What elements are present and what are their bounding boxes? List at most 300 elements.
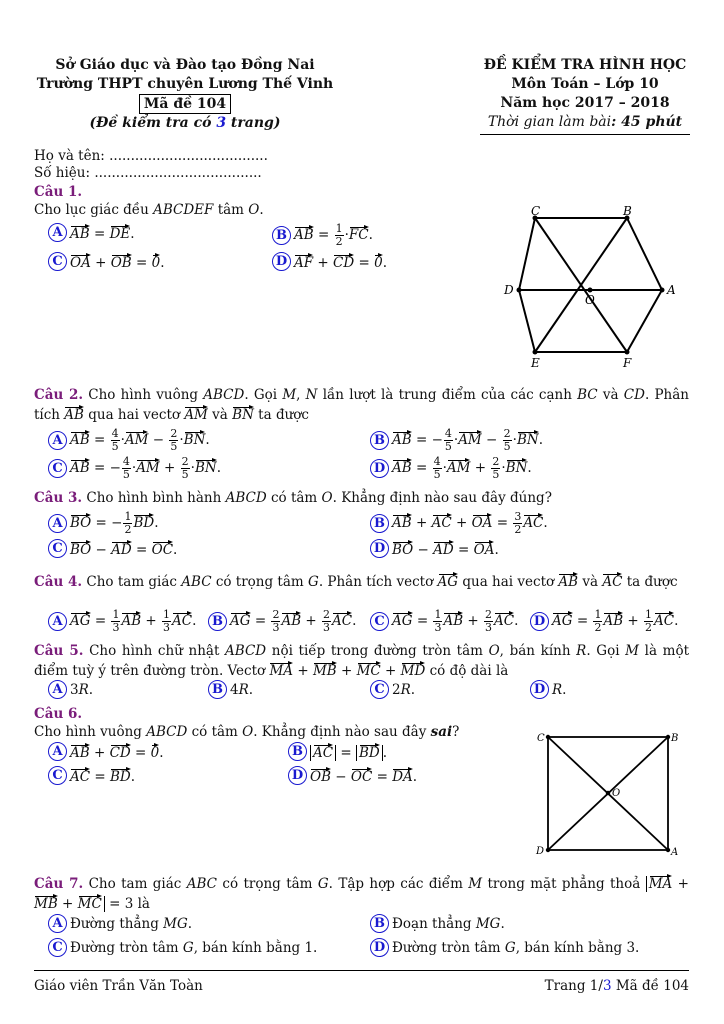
option-badge[interactable]: A xyxy=(48,742,67,761)
math-symbol: CD xyxy=(623,387,645,403)
vector: OC xyxy=(351,766,372,784)
text: Cho hình vuông xyxy=(83,387,204,403)
vector: AG xyxy=(70,610,91,628)
numerator: 1 xyxy=(335,222,343,235)
text: · xyxy=(179,432,184,448)
text: . xyxy=(494,542,499,558)
option-badge[interactable]: C xyxy=(48,938,67,957)
text: + xyxy=(451,515,472,531)
question-text xyxy=(34,642,689,680)
vector: AG xyxy=(230,610,251,628)
option-badge[interactable]: B xyxy=(370,431,389,450)
option-badge[interactable]: D xyxy=(272,252,291,271)
text: và xyxy=(207,407,233,423)
denominator: 5 xyxy=(503,440,511,453)
math-symbol: ABCDEF xyxy=(153,202,214,218)
text: . Phân tích xyxy=(34,387,689,423)
header-left xyxy=(30,56,340,133)
text: . xyxy=(248,681,254,698)
math-symbol: ABC xyxy=(186,876,217,892)
vector: AF xyxy=(294,252,313,270)
numerator: 4 xyxy=(444,427,452,440)
option-a[interactable] xyxy=(48,609,196,634)
vector: AG xyxy=(438,571,459,589)
text: . xyxy=(368,227,373,243)
option-badge[interactable]: D xyxy=(288,766,307,785)
hexagon-figure xyxy=(495,205,695,375)
vector: AB xyxy=(392,512,412,530)
option-d[interactable] xyxy=(530,609,678,634)
option-d[interactable] xyxy=(272,252,387,271)
text: là một điểm tuỳ ý trên đường tròn. Vectơ xyxy=(34,643,689,679)
text: tâm xyxy=(213,202,249,218)
denominator: 3 xyxy=(434,621,442,634)
option-a[interactable] xyxy=(48,914,192,933)
text: Đoạn thẳng xyxy=(392,915,476,932)
vector: OA xyxy=(472,512,493,530)
text: . xyxy=(205,432,210,448)
label-O: O xyxy=(585,293,595,307)
text: . xyxy=(410,681,416,698)
vector: AC xyxy=(432,512,452,530)
numerator: 2 xyxy=(323,608,331,621)
denominator: 3 xyxy=(272,621,280,634)
option-badge[interactable]: A xyxy=(48,680,67,699)
text: . xyxy=(154,515,159,531)
option-b[interactable] xyxy=(208,609,356,634)
vector: AB xyxy=(70,457,90,475)
option-content xyxy=(70,511,159,536)
emphasis: sai xyxy=(430,724,453,740)
option-badge[interactable]: C xyxy=(48,539,67,558)
option-badge[interactable]: C xyxy=(370,612,389,631)
option-badge[interactable]: A xyxy=(48,223,67,242)
fraction xyxy=(503,428,512,453)
math-symbol: G xyxy=(308,574,319,590)
option-badge[interactable]: C xyxy=(370,680,389,699)
vector: 0 xyxy=(151,742,160,760)
text: = − xyxy=(91,515,123,531)
page-count-note: (Đề kiểm tra có 3 trang) xyxy=(89,115,281,131)
text: ta được xyxy=(253,407,309,423)
option-c[interactable] xyxy=(48,252,165,271)
text: Cho lục giác đều xyxy=(34,202,154,218)
option-a[interactable] xyxy=(48,511,159,536)
text: Đường thẳng xyxy=(70,915,164,932)
text: . xyxy=(192,613,197,629)
text: Đường tròn tâm xyxy=(392,939,505,956)
math-symbol: M xyxy=(625,643,639,659)
option-c[interactable] xyxy=(48,539,177,558)
absolute-value xyxy=(356,745,383,761)
text: = xyxy=(492,515,513,531)
option-b[interactable] xyxy=(370,914,505,933)
vector: AB xyxy=(70,742,90,760)
denominator: 2 xyxy=(124,523,132,536)
vector: AB xyxy=(603,610,623,628)
option-d[interactable] xyxy=(370,938,639,957)
text: 4 xyxy=(230,681,239,698)
vector: FC xyxy=(349,224,369,242)
text: . xyxy=(382,745,388,761)
text: Cho tam giác xyxy=(82,574,182,590)
text: · xyxy=(512,432,517,448)
math-symbol: ABC xyxy=(181,574,212,590)
vector: BO xyxy=(70,512,91,530)
vector: DA xyxy=(392,766,413,784)
vector: MB xyxy=(34,893,58,911)
option-badge[interactable]: B xyxy=(370,914,389,933)
numerator: 4 xyxy=(111,427,119,440)
option-b[interactable] xyxy=(272,223,373,248)
text: Cho tam giác xyxy=(83,876,187,892)
math-symbol: M xyxy=(468,876,483,892)
vector: OC xyxy=(152,539,173,557)
text: . xyxy=(562,681,567,698)
option-b[interactable] xyxy=(208,680,253,699)
denominator: 2 xyxy=(514,523,522,536)
option-a[interactable] xyxy=(48,223,135,242)
text: = xyxy=(412,613,433,629)
vector: AM xyxy=(447,457,471,475)
question-label: Câu 7. xyxy=(34,876,84,892)
text: + xyxy=(57,896,78,912)
fraction xyxy=(322,609,331,634)
text: = xyxy=(354,255,375,271)
text: + xyxy=(470,460,491,476)
question-label: Câu 3. xyxy=(34,490,83,506)
vector: AC xyxy=(332,610,352,628)
vector: MC xyxy=(357,660,381,678)
option-badge[interactable]: A xyxy=(48,612,67,631)
fraction xyxy=(271,609,280,634)
numerator: 1 xyxy=(434,608,442,621)
option-content xyxy=(294,223,373,248)
square-figure xyxy=(530,728,690,863)
vector: AB xyxy=(281,610,301,628)
vector: DE xyxy=(110,223,131,241)
text: + xyxy=(301,613,322,629)
text: + xyxy=(623,613,644,629)
text: + xyxy=(313,255,334,271)
exam-code: Mã đề 104 xyxy=(139,94,231,114)
option-a[interactable] xyxy=(48,428,210,453)
text: . xyxy=(130,769,136,785)
vector: AB xyxy=(392,457,412,475)
math-symbol: M xyxy=(282,387,297,403)
option-badge[interactable]: C xyxy=(48,252,67,271)
label-O: O xyxy=(612,788,621,799)
denominator: 5 xyxy=(181,468,189,481)
school-name: Trường THPT chuyên Lương Thế Vinh xyxy=(36,76,334,92)
label-D: D xyxy=(536,846,545,857)
text: . xyxy=(412,769,418,785)
numerator: 1 xyxy=(124,510,132,523)
text: ta được xyxy=(622,574,678,590)
text: . Khẳng định nào sau đây đúng? xyxy=(332,490,552,506)
vector: AD xyxy=(433,539,454,557)
option-badge[interactable]: B xyxy=(272,226,291,245)
option-badge[interactable]: B xyxy=(288,742,307,761)
denominator: 5 xyxy=(170,440,178,453)
text: · xyxy=(442,460,447,476)
option-b[interactable] xyxy=(370,511,548,536)
label-C: C xyxy=(537,733,545,744)
vector: BD xyxy=(133,512,154,530)
text: · xyxy=(131,460,137,476)
text: . xyxy=(159,745,164,761)
vector: AB xyxy=(70,429,90,447)
vector: AC xyxy=(313,742,333,760)
vector: OB xyxy=(310,766,331,784)
math-symbol: G xyxy=(317,876,329,892)
option-badge[interactable]: A xyxy=(48,914,67,933)
text: = xyxy=(336,745,356,761)
option-content xyxy=(392,609,518,634)
option-content xyxy=(70,609,196,634)
vector: 0 xyxy=(374,252,383,270)
text: . Gọi xyxy=(244,387,283,403)
vector: MA xyxy=(269,660,293,678)
text: = − xyxy=(411,432,443,448)
option-c[interactable] xyxy=(370,609,518,634)
numerator: 2 xyxy=(181,455,189,468)
question-text xyxy=(34,489,689,507)
option-d[interactable] xyxy=(288,766,417,785)
math-symbol: MG xyxy=(475,915,501,932)
vector: OB xyxy=(111,252,132,270)
fraction xyxy=(169,428,178,453)
text: có độ dài là xyxy=(425,663,509,679)
option-content xyxy=(70,766,135,785)
option-badge[interactable]: B xyxy=(208,680,227,699)
option-badge[interactable]: D xyxy=(370,459,389,478)
vector: AB xyxy=(70,223,90,241)
text: Đường tròn tâm xyxy=(70,939,183,956)
option-content xyxy=(310,766,417,785)
text: 3 xyxy=(70,681,79,698)
fraction xyxy=(491,456,500,481)
text: + xyxy=(672,876,689,892)
text: 2 xyxy=(392,681,401,698)
header-right xyxy=(480,56,690,135)
vector: MA xyxy=(649,873,673,891)
denominator: 5 xyxy=(111,440,119,453)
option-content xyxy=(392,511,548,536)
fraction xyxy=(181,456,190,481)
text: . xyxy=(543,515,548,531)
text: lần lượt là trung điểm của các cạnh xyxy=(317,387,578,403)
numerator: 2 xyxy=(492,455,500,468)
vector: CD xyxy=(333,252,354,270)
fraction xyxy=(444,428,453,453)
text: = xyxy=(90,613,111,629)
text: trong mặt phẳng thoả xyxy=(482,876,646,892)
label-C: C xyxy=(531,205,541,218)
question-text xyxy=(34,571,689,591)
vector: AG xyxy=(392,610,413,628)
subject: Môn Toán – Lớp 10 xyxy=(511,76,659,92)
option-content xyxy=(230,609,356,634)
text: − xyxy=(331,769,351,785)
vector: BN xyxy=(517,429,539,447)
text: Cho hình vuông xyxy=(34,724,147,740)
numerator: 4 xyxy=(433,455,441,468)
option-a[interactable] xyxy=(48,742,164,761)
vector: AG xyxy=(552,610,573,628)
option-a[interactable] xyxy=(48,680,93,699)
text: · xyxy=(190,460,195,476)
math-symbol: ABCD xyxy=(203,387,245,403)
label-F: F xyxy=(623,356,632,370)
option-badge[interactable]: D xyxy=(370,938,389,957)
option-badge[interactable]: D xyxy=(530,680,549,699)
math-symbol: R xyxy=(576,643,587,659)
vector: BD xyxy=(359,742,380,760)
option-d[interactable] xyxy=(370,539,499,558)
vector: BD xyxy=(110,766,131,784)
option-b[interactable] xyxy=(288,742,387,761)
math-symbol: ABCD xyxy=(225,490,267,506)
text: + xyxy=(336,663,357,679)
text: · xyxy=(453,432,459,448)
math-symbol: G xyxy=(182,939,194,956)
vector: AC xyxy=(602,571,622,589)
option-badge[interactable]: C xyxy=(48,766,67,785)
text: + xyxy=(463,613,484,629)
text: có trọng tâm xyxy=(211,574,309,590)
text: . xyxy=(538,432,543,448)
numerator: 1 xyxy=(163,608,171,621)
vector: AB xyxy=(392,429,412,447)
label-B: B xyxy=(671,733,679,744)
fraction xyxy=(484,609,493,634)
text: + xyxy=(293,663,313,679)
question-label-row xyxy=(34,183,689,201)
option-d[interactable] xyxy=(530,680,566,699)
text: qua hai vectơ xyxy=(458,574,559,590)
fraction xyxy=(162,609,171,634)
text: = − xyxy=(89,460,121,476)
text: = xyxy=(453,542,474,558)
text: qua hai vectơ xyxy=(83,407,185,423)
math-symbol: ABCD xyxy=(225,643,267,659)
numerator: 2 xyxy=(503,427,511,440)
option-c[interactable] xyxy=(48,938,317,957)
option-c[interactable] xyxy=(370,680,415,699)
vector: AD xyxy=(111,539,132,557)
option-content xyxy=(392,539,499,558)
option-content xyxy=(552,609,678,634)
option-c[interactable] xyxy=(48,456,221,481)
text: có tâm xyxy=(266,490,322,506)
vector: BO xyxy=(392,539,413,557)
text: . xyxy=(130,226,135,242)
student-info xyxy=(34,148,268,182)
question-label: Câu 4. xyxy=(34,574,83,590)
label-A: A xyxy=(671,847,679,858)
numerator: 2 xyxy=(170,427,178,440)
option-badge[interactable]: B xyxy=(208,612,227,631)
numerator: 2 xyxy=(485,608,493,621)
option-badge[interactable]: D xyxy=(370,539,389,558)
teacher-name: Giáo viên Trần Văn Toàn xyxy=(34,978,203,994)
option-badge[interactable]: A xyxy=(48,431,67,450)
option-badge[interactable]: A xyxy=(48,514,67,533)
option-badge[interactable]: B xyxy=(370,514,389,533)
option-badge[interactable]: C xyxy=(48,459,67,478)
label-D: D xyxy=(504,283,514,297)
text: , xyxy=(296,387,306,403)
text: . xyxy=(382,255,387,271)
text: = xyxy=(131,255,152,271)
option-content xyxy=(392,940,639,956)
math-symbol: O xyxy=(321,490,333,506)
option-c[interactable] xyxy=(48,766,135,785)
numerator: 1 xyxy=(594,608,602,621)
question-label: Câu 6. xyxy=(34,706,83,722)
question-text xyxy=(34,386,689,424)
vector: AC xyxy=(654,610,674,628)
option-content xyxy=(70,223,135,242)
option-content xyxy=(70,252,165,271)
text: + xyxy=(159,460,180,476)
fraction xyxy=(335,223,344,248)
text: . xyxy=(527,460,532,476)
text: = xyxy=(89,432,110,448)
option-badge[interactable]: D xyxy=(530,612,549,631)
option-content xyxy=(552,682,566,698)
option-content xyxy=(70,456,221,481)
vector: MC xyxy=(78,893,102,911)
fraction xyxy=(433,456,442,481)
option-content xyxy=(392,456,532,481)
denominator: 2 xyxy=(594,621,602,634)
exam-title: ĐỀ KIỂM TRA HÌNH HỌC xyxy=(483,57,687,73)
school-year: Năm học 2017 – 2018 xyxy=(500,95,670,111)
text: = xyxy=(313,227,334,243)
vector: MB xyxy=(313,660,337,678)
id-field: Số hiệu: ....................................... xyxy=(34,165,262,181)
label-B: B xyxy=(623,205,632,218)
name-field: Họ và tên: ..................................... xyxy=(34,148,268,164)
question-label: Câu 1. xyxy=(34,184,83,200)
option-b[interactable] xyxy=(370,428,543,453)
text: và xyxy=(578,574,603,590)
math-symbol: ABCD xyxy=(146,724,188,740)
math-symbol: O xyxy=(242,724,254,740)
denominator: 5 xyxy=(433,468,441,481)
question-label: Câu 5. xyxy=(34,643,84,659)
option-content xyxy=(70,742,164,761)
text: + xyxy=(380,663,401,679)
text: = xyxy=(131,542,152,558)
vector: AB xyxy=(121,610,141,628)
text: · xyxy=(501,460,506,476)
option-content xyxy=(70,940,317,956)
fraction xyxy=(111,609,120,634)
text: = 3 là xyxy=(104,896,150,912)
vector: OA xyxy=(474,539,495,557)
option-content xyxy=(230,682,253,698)
option-d[interactable] xyxy=(370,456,532,481)
text: ? xyxy=(452,724,460,740)
text: + xyxy=(89,745,110,761)
vector: BN xyxy=(195,457,217,475)
option-content xyxy=(70,539,177,558)
fraction xyxy=(513,511,522,536)
text: . xyxy=(88,681,94,698)
